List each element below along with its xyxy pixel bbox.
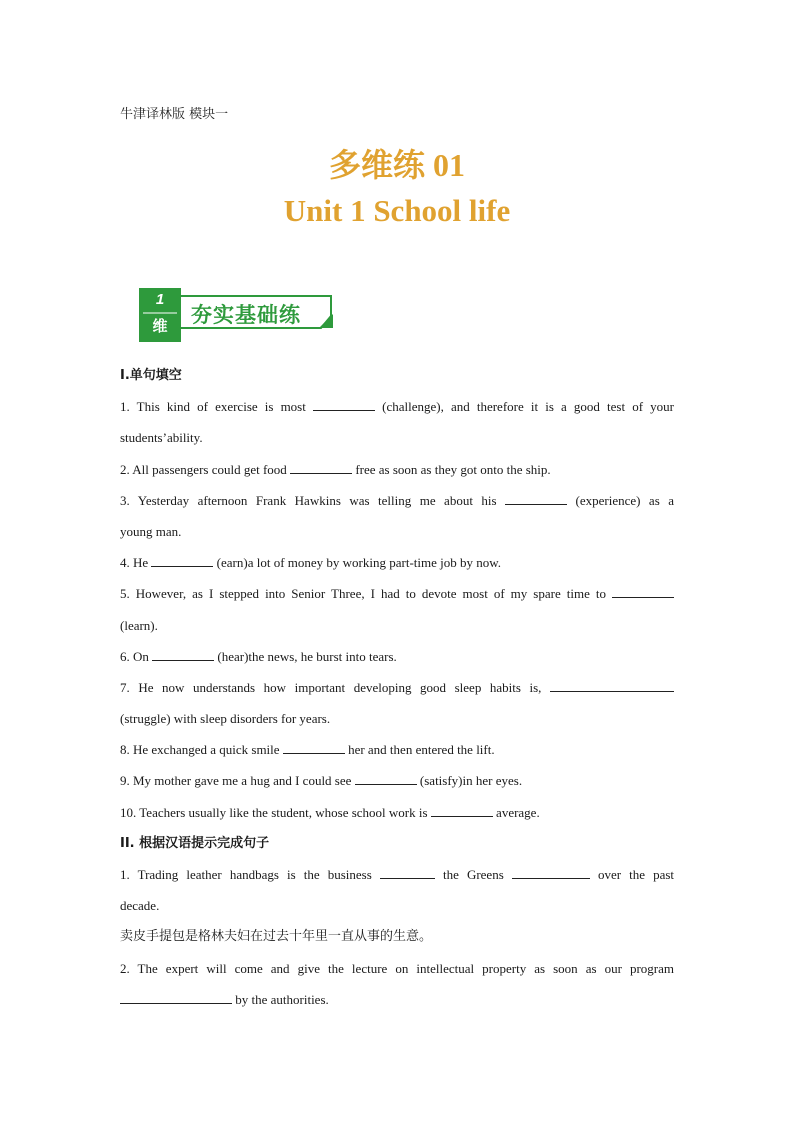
- question-text: her and then entered the lift.: [348, 742, 495, 758]
- question-5-cont: [120, 610, 674, 641]
- question-text: (satisfy)in her eyes.: [419, 773, 523, 789]
- translation-1: [120, 859, 674, 890]
- section-heading-1: I.单句填空: [120, 368, 182, 383]
- question-text: (learn).: [120, 617, 158, 633]
- question-text: 2. The expert will come and give the lecture on intellectual property as soon as our program: [120, 960, 674, 976]
- translation-2: [120, 953, 674, 984]
- exercise-content: [120, 360, 674, 1015]
- question-text: 7. He now understands how important developing good sleep habits is,: [120, 679, 542, 695]
- answer-blank[interactable]: [120, 991, 232, 1004]
- question-text: (challenge), and therefore it is a good test of your: [382, 399, 674, 415]
- question-text: (earn)a lot of money by working part-time job by now.: [216, 555, 502, 571]
- answer-blank[interactable]: [550, 679, 674, 692]
- question-3-cont: [120, 516, 674, 547]
- translation-1-chinese: 卖皮手提包是格林夫妇在过去十年里一直从事的生意。: [120, 929, 433, 945]
- question-text: 2. All passengers could get food: [120, 461, 287, 477]
- question-1-cont: [120, 422, 674, 453]
- section-badge: [139, 288, 335, 342]
- answer-blank[interactable]: [380, 866, 435, 879]
- question-7-cont: [120, 703, 674, 734]
- question-2: [120, 454, 674, 485]
- answer-blank[interactable]: [431, 804, 493, 817]
- page-title: 多维练 01: [328, 147, 465, 183]
- translation-2-cont: [120, 984, 674, 1015]
- question-text: 5. However, as I stepped into Senior Three, I had to devote most of my spare time to: [120, 586, 606, 602]
- badge-number: 1: [155, 291, 165, 308]
- question-9: [120, 765, 674, 796]
- question-7: [120, 672, 674, 703]
- question-text: 4. He: [120, 555, 149, 571]
- question-text: free as soon as they got onto the ship.: [355, 461, 551, 477]
- question-text: the Greens: [442, 867, 504, 882]
- question-1: [120, 391, 674, 422]
- question-text: (hear)the news, he burst into tears.: [217, 648, 397, 664]
- translation-1-cont: [120, 890, 674, 921]
- question-text: 10. Teachers usually like the student, whose school work is: [120, 804, 428, 820]
- answer-blank[interactable]: [313, 398, 375, 411]
- question-text: 8. He exchanged a quick smile: [120, 742, 280, 758]
- question-8: [120, 734, 674, 765]
- answer-blank[interactable]: [355, 772, 417, 785]
- question-text: 9. My mother gave me a hug and I could see: [120, 773, 352, 789]
- page-subtitle: Unit 1 School life: [283, 193, 511, 228]
- question-5: [120, 578, 674, 609]
- answer-blank[interactable]: [151, 554, 213, 567]
- question-text: (struggle) with sleep disorders for years.: [120, 711, 331, 727]
- answer-blank[interactable]: [290, 461, 352, 474]
- question-text: 3. Yesterday afternoon Frank Hawkins was telling me about his: [120, 492, 497, 508]
- question-text: (experience) as a: [575, 492, 674, 508]
- question-text: young man.: [120, 523, 182, 539]
- question-text: over the past: [597, 867, 675, 882]
- header-note: 牛津译林版 模块一: [120, 107, 229, 122]
- question-text: 1. Trading leather handbags is the business: [120, 867, 372, 882]
- question-10: [120, 797, 674, 828]
- question-text: decade.: [120, 898, 160, 914]
- question-text: students’ability.: [120, 430, 203, 446]
- question-text: 6. On: [120, 648, 149, 664]
- badge-wei: 维: [152, 317, 168, 335]
- answer-blank[interactable]: [283, 741, 345, 754]
- question-text: 1. This kind of exercise is most: [120, 399, 306, 415]
- answer-blank[interactable]: [152, 648, 214, 661]
- section-heading-2: II. 根据汉语提示完成句子: [120, 835, 270, 851]
- answer-blank[interactable]: [612, 585, 674, 598]
- badge-label: 夯实基础练: [191, 303, 301, 327]
- question-3: [120, 485, 674, 516]
- question-6: [120, 641, 674, 672]
- question-text: by the authorities.: [235, 991, 329, 1007]
- answer-blank[interactable]: [512, 866, 590, 879]
- answer-blank[interactable]: [505, 492, 567, 505]
- question-4: [120, 547, 674, 578]
- question-text: average.: [496, 804, 540, 820]
